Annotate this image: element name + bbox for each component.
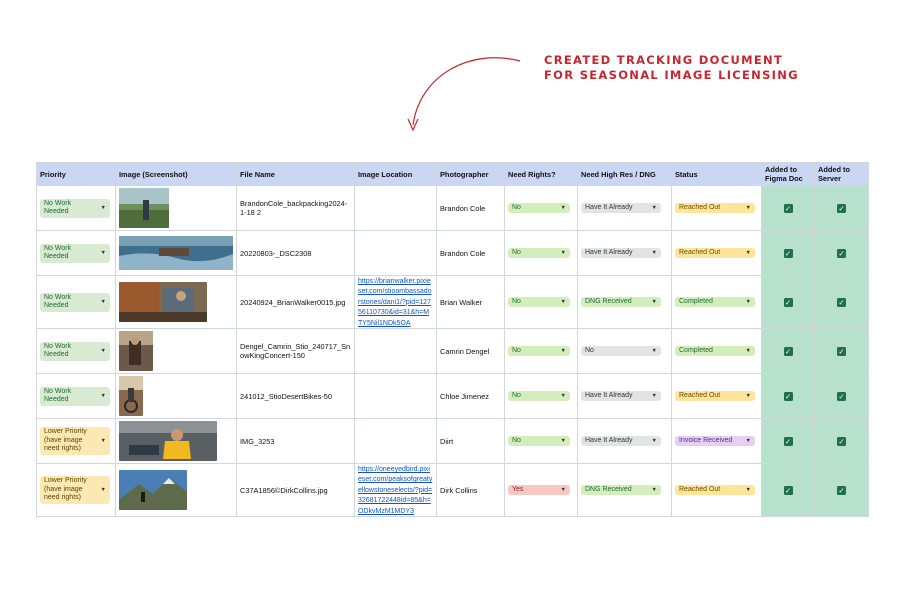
file-name-cell[interactable]: BrandonCole_backpacking2024-1-18 2 [237,186,355,231]
need-rights-dropdown[interactable] [508,391,570,401]
need-rights-cell [505,374,578,419]
priority-value: No Work Needed [44,342,72,359]
priority-dropdown[interactable] [40,342,110,361]
image-cell [116,329,237,374]
priority-value: No Work Needed [44,199,72,215]
need-high-res-dropdown[interactable] [581,203,661,213]
photographer-cell[interactable]: Dirk Collins [437,464,505,517]
image-cell [116,464,237,517]
image-location-link[interactable]: https://oneeyedbird.pixieset.com/peaksofgreatyellowstoneselects/?pid=32681722448id=85&h=ODkvMzM1MDY3 [358,466,433,515]
dropdown-caret-icon: ▼ [560,486,566,493]
dropdown-caret-icon: ▼ [651,392,657,399]
checkbox-checked-icon[interactable]: ✓ [784,485,792,495]
image-cell [116,186,237,231]
status-cell [672,231,762,276]
added-figma-cell [762,374,815,419]
checkbox-checked-icon[interactable]: ✓ [838,485,845,495]
priority-value: No Work Needed [44,387,72,404]
status-cell [672,464,762,517]
need-high-res-value: Have It Already [585,436,633,444]
dropdown-caret-icon: ▼ [745,204,751,211]
annotation-text [544,53,799,83]
need-rights-cell [505,419,578,464]
status-cell [672,419,762,464]
file-name-cell[interactable]: 20240924_BrianWalker0015.jpg [237,276,355,329]
need-high-res-dropdown[interactable] [581,248,661,258]
status-cell [672,276,762,329]
dropdown-caret-icon: ▼ [745,249,751,256]
image-location-cell[interactable] [355,329,437,374]
dropdown-caret-icon: ▼ [100,298,106,305]
need-rights-value: No [512,297,521,305]
table-row [37,419,869,464]
image-location-cell[interactable] [355,464,437,517]
table-row [37,186,869,231]
dropdown-caret-icon: ▼ [651,347,657,354]
priority-value: No Work Needed [44,293,72,310]
tracking-spreadsheet [36,162,869,517]
need-high-res-value: Have It Already [585,248,633,256]
need-rights-value: No [512,346,521,354]
status-value: Completed [679,297,713,305]
priority-value: Lower Priority (have image need rights) [44,428,87,453]
status-dropdown[interactable] [675,297,755,307]
table-row [37,276,869,329]
need-high-res-value: No [585,346,594,354]
photo-thumbnail[interactable] [119,421,217,461]
table-row [37,231,869,276]
dropdown-caret-icon: ▼ [745,392,751,399]
image-cell [116,276,237,329]
image-location-cell[interactable] [355,276,437,329]
photographer-cell[interactable]: Diirt [437,419,505,464]
priority-dropdown[interactable] [40,427,110,455]
priority-cell [37,186,116,231]
photographer-cell[interactable]: Chloe Jimenez [437,374,505,419]
table-row [37,329,869,374]
dropdown-caret-icon: ▼ [651,249,657,256]
dropdown-caret-icon: ▼ [560,437,566,444]
priority-cell [37,419,116,464]
dropdown-caret-icon: ▼ [745,347,751,354]
need-high-res-dropdown[interactable] [581,297,661,307]
priority-dropdown[interactable] [40,476,110,504]
need-high-res-value: DNG Received [585,485,632,493]
file-name-cell[interactable]: Dengel_Camrin_Stio_240717_SnowKingConcert-150 [237,329,355,374]
status-dropdown[interactable] [675,485,755,495]
checkbox-checked-icon[interactable]: ✓ [784,436,792,446]
status-dropdown[interactable] [675,436,755,446]
priority-value: Lower Priority (have image need rights) [44,477,87,502]
need-rights-cell [505,329,578,374]
dropdown-caret-icon: ▼ [560,204,566,211]
image-cell [116,419,237,464]
need-high-res-value: Have It Already [585,391,633,399]
photographer-cell[interactable]: Brandon Cole [437,186,505,231]
checkbox-checked-icon[interactable]: ✓ [784,297,792,307]
photo-thumbnail[interactable] [119,376,143,416]
need-rights-dropdown[interactable] [508,346,570,356]
header-need-high-res[interactable]: Need High Res / DNG [578,163,672,186]
photo-thumbnail[interactable] [119,470,187,510]
checkbox-checked-icon[interactable]: ✓ [838,391,845,401]
checkbox-checked-icon[interactable]: ✓ [838,436,845,446]
checkbox-checked-icon[interactable]: ✓ [838,346,845,356]
status-value: Completed [679,346,713,354]
status-value: Reached Out [679,203,721,211]
file-name-cell[interactable]: C37A1856©DirkCollins.jpg [237,464,355,517]
added-figma-cell [762,464,815,517]
checkbox-checked-icon[interactable]: ✓ [838,248,845,258]
dropdown-caret-icon: ▼ [745,437,751,444]
added-server-cell [815,231,869,276]
status-value: Invoice Received [679,436,733,444]
priority-value: No Work Needed [44,244,72,260]
priority-cell [37,276,116,329]
need-rights-dropdown[interactable] [508,485,570,495]
status-value: Reached Out [679,248,721,256]
added-figma-cell [762,231,815,276]
checkbox-checked-icon[interactable]: ✓ [784,391,792,401]
added-server-cell [815,419,869,464]
priority-dropdown[interactable] [40,244,110,263]
need-high-res-cell [578,231,672,276]
table-row [37,464,869,517]
image-cell [116,231,237,276]
added-figma-cell [762,186,815,231]
dropdown-caret-icon: ▼ [100,347,106,354]
photographer-cell[interactable]: Brandon Cole [437,231,505,276]
checkbox-checked-icon[interactable]: ✓ [784,248,792,258]
status-value: Reached Out [679,391,721,399]
header-file-name[interactable]: File Name [237,163,355,186]
image-location-cell[interactable] [355,419,437,464]
status-cell [672,329,762,374]
dropdown-caret-icon: ▼ [100,486,106,493]
need-high-res-cell [578,329,672,374]
need-rights-value: Yes [512,485,524,493]
need-high-res-cell [578,186,672,231]
need-rights-cell [505,186,578,231]
need-rights-cell [505,464,578,517]
need-rights-dropdown[interactable] [508,248,570,258]
need-rights-value: No [512,436,521,444]
need-high-res-dropdown[interactable] [581,346,661,356]
photo-thumbnail[interactable] [119,188,169,228]
added-server-cell [815,329,869,374]
need-high-res-dropdown[interactable] [581,391,661,401]
status-cell [672,186,762,231]
priority-dropdown[interactable] [40,387,110,406]
dropdown-caret-icon: ▼ [100,204,106,211]
status-cell [672,374,762,419]
need-high-res-cell [578,464,672,517]
table-row [37,374,869,419]
dropdown-caret-icon: ▼ [651,486,657,493]
dropdown-caret-icon: ▼ [745,486,751,493]
added-server-cell [815,186,869,231]
status-dropdown[interactable] [675,346,755,356]
priority-dropdown[interactable] [40,199,110,218]
need-high-res-value: Have It Already [585,203,633,211]
header-status[interactable]: Status [672,163,762,186]
dropdown-caret-icon: ▼ [745,298,751,305]
need-rights-value: No [512,391,521,399]
need-high-res-dropdown[interactable] [581,485,661,495]
priority-cell [37,329,116,374]
added-figma-cell [762,276,815,329]
checkbox-checked-icon[interactable]: ✓ [784,203,792,213]
status-dropdown[interactable] [675,391,755,401]
need-high-res-value: DNG Received [585,297,632,305]
dropdown-caret-icon: ▼ [560,298,566,305]
added-figma-cell [762,419,815,464]
added-server-cell [815,276,869,329]
header-image-location[interactable]: Image Location [355,163,437,186]
dropdown-caret-icon: ▼ [651,204,657,211]
status-dropdown[interactable] [675,203,755,213]
dropdown-caret-icon: ▼ [651,437,657,444]
photo-thumbnail[interactable] [119,282,207,322]
annotation-line-1: CREATED TRACKING DOCUMENT [544,53,784,67]
added-figma-cell [762,329,815,374]
need-high-res-cell [578,419,672,464]
need-rights-cell [505,231,578,276]
need-rights-dropdown[interactable] [508,297,570,307]
file-name-cell[interactable]: 241012_StioDesertBikes-50 [237,374,355,419]
header-row [37,163,869,186]
image-location-link[interactable]: https://brianwalker.pixieset.com/stioambassadorstories/dani1/?pid=12756110730&id=31&h=MTY5Nil1NDk5OA [358,278,432,327]
priority-dropdown[interactable] [40,293,110,312]
image-location-cell[interactable] [355,231,437,276]
checkbox-checked-icon[interactable]: ✓ [784,346,792,356]
priority-cell [37,374,116,419]
status-dropdown[interactable] [675,248,755,258]
checkbox-checked-icon[interactable]: ✓ [838,297,845,307]
need-high-res-cell [578,374,672,419]
dropdown-caret-icon: ▼ [560,347,566,354]
file-name-cell[interactable]: 20220803-_DSC2308 [237,231,355,276]
priority-cell [37,464,116,517]
need-rights-dropdown[interactable] [508,436,570,446]
need-rights-dropdown[interactable] [508,203,570,213]
header-added-server[interactable]: Added to Server [815,163,869,186]
dropdown-caret-icon: ▼ [100,392,106,399]
photographer-cell[interactable]: Brian Walker [437,276,505,329]
photo-thumbnail[interactable] [119,331,153,371]
annotation-line-2: FOR SEASONAL IMAGE LICENSING [544,68,799,82]
dropdown-caret-icon: ▼ [100,249,106,256]
photographer-cell[interactable]: Camrin Dengel [437,329,505,374]
dropdown-caret-icon: ▼ [560,392,566,399]
file-name-cell[interactable]: IMG_3253 [237,419,355,464]
need-rights-cell [505,276,578,329]
added-server-cell [815,464,869,517]
need-high-res-cell [578,276,672,329]
need-high-res-dropdown[interactable] [581,436,661,446]
need-rights-value: No [512,203,521,211]
dropdown-caret-icon: ▼ [100,437,106,444]
header-need-rights[interactable]: Need Rights? [505,163,578,186]
header-photographer[interactable]: Photographer [437,163,505,186]
added-server-cell [815,374,869,419]
dropdown-caret-icon: ▼ [651,298,657,305]
image-location-cell[interactable] [355,374,437,419]
need-rights-value: No [512,248,521,256]
dropdown-caret-icon: ▼ [560,249,566,256]
header-image[interactable]: Image (Screenshot) [116,163,237,186]
checkbox-checked-icon[interactable]: ✓ [838,203,845,213]
status-value: Reached Out [679,485,721,493]
priority-cell [37,231,116,276]
image-cell [116,374,237,419]
image-location-cell[interactable] [355,186,437,231]
header-added-figma[interactable]: Added to Figma Doc [762,163,815,186]
header-priority[interactable]: Priority [37,163,116,186]
photo-thumbnail[interactable] [119,233,233,273]
